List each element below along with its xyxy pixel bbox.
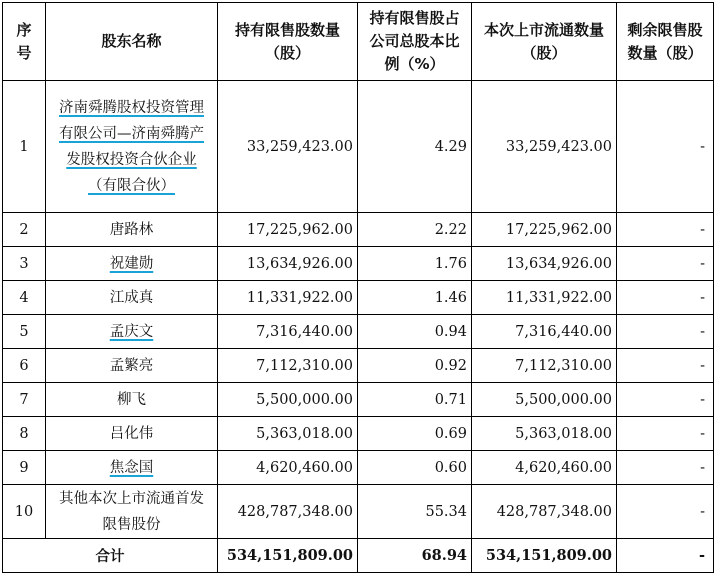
total-label: 合计	[3, 539, 218, 573]
header-name: 股东名称	[46, 3, 218, 81]
seq-cell: 5	[3, 315, 46, 349]
shareholder-name-cell	[46, 383, 218, 417]
shareholder-name-cell	[46, 213, 218, 247]
remaining-cell: -	[617, 383, 714, 417]
header-held: 持有限售股数量（股）	[218, 3, 358, 81]
shareholder-name: 祝建勋	[109, 255, 154, 272]
seq-cell: 1	[3, 81, 46, 213]
remaining-cell: -	[617, 349, 714, 383]
remaining-cell: -	[617, 81, 714, 213]
ratio-cell: 1.46	[358, 281, 472, 315]
listed-cell: 33,259,423.00	[472, 81, 617, 213]
shareholder-name-cell	[46, 451, 218, 485]
shareholder-name: 焦念国	[109, 459, 154, 476]
seq-cell: 9	[3, 451, 46, 485]
shareholder-name-cell	[46, 315, 218, 349]
header-remaining: 剩余限售股数量（股）	[617, 3, 714, 81]
seq-cell: 2	[3, 213, 46, 247]
shareholder-name: 孟繁亮	[109, 357, 154, 374]
remaining-cell: -	[617, 417, 714, 451]
shareholder-name: 吕化伟	[109, 425, 154, 442]
shareholder-name-cell	[46, 81, 218, 213]
total-ratio: 68.94	[358, 539, 472, 573]
shareholder-name: 唐路林	[109, 221, 154, 238]
shareholder-name-cell	[46, 247, 218, 281]
listed-cell: 7,112,310.00	[472, 349, 617, 383]
shareholder-name-cell	[46, 281, 218, 315]
ratio-cell: 0.71	[358, 383, 472, 417]
shareholder-name-cell	[46, 485, 218, 539]
ratio-cell: 0.92	[358, 349, 472, 383]
remaining-cell: -	[617, 485, 714, 539]
listed-cell: 4,620,460.00	[472, 451, 617, 485]
ratio-cell: 0.60	[358, 451, 472, 485]
seq-cell: 7	[3, 383, 46, 417]
restricted-shares-table	[2, 2, 714, 573]
table-row	[3, 281, 714, 315]
shareholder-name-cell	[46, 349, 218, 383]
total-listed: 534,151,809.00	[472, 539, 617, 573]
total-row	[3, 539, 714, 573]
shareholder-name: 孟庆文	[109, 323, 154, 340]
header-listed: 本次上市流通数量（股）	[472, 3, 617, 81]
table-row	[3, 383, 714, 417]
ratio-cell: 2.22	[358, 213, 472, 247]
remaining-cell: -	[617, 281, 714, 315]
table-row	[3, 81, 714, 213]
listed-cell: 5,363,018.00	[472, 417, 617, 451]
seq-cell: 6	[3, 349, 46, 383]
shareholder-name: 柳飞	[117, 391, 146, 408]
held-cell: 33,259,423.00	[218, 81, 358, 213]
listed-cell: 13,634,926.00	[472, 247, 617, 281]
shareholder-name: 江成真	[109, 289, 154, 306]
remaining-cell: -	[617, 247, 714, 281]
held-cell: 17,225,962.00	[218, 213, 358, 247]
held-cell: 5,363,018.00	[218, 417, 358, 451]
total-held: 534,151,809.00	[218, 539, 358, 573]
held-cell: 7,316,440.00	[218, 315, 358, 349]
held-cell: 5,500,000.00	[218, 383, 358, 417]
table-row	[3, 315, 714, 349]
table-row	[3, 213, 714, 247]
listed-cell: 428,787,348.00	[472, 485, 617, 539]
seq-cell: 10	[3, 485, 46, 539]
header-ratio: 持有限售股占公司总股本比例（%）	[358, 3, 472, 81]
shareholder-name: 济南舜腾股权投资管理有限公司—济南舜腾产发股权投资合伙企业（有限合伙）	[59, 99, 204, 194]
table-row	[3, 417, 714, 451]
ratio-cell: 55.34	[358, 485, 472, 539]
held-cell: 7,112,310.00	[218, 349, 358, 383]
held-cell: 13,634,926.00	[218, 247, 358, 281]
header-row	[3, 3, 714, 81]
table-row	[3, 485, 714, 539]
remaining-cell: -	[617, 451, 714, 485]
header-seq: 序号	[3, 3, 46, 81]
seq-cell: 8	[3, 417, 46, 451]
shareholder-name: 其他本次上市流通首发限售股份	[59, 490, 204, 533]
listed-cell: 17,225,962.00	[472, 213, 617, 247]
remaining-cell: -	[617, 213, 714, 247]
listed-cell: 11,331,922.00	[472, 281, 617, 315]
seq-cell: 4	[3, 281, 46, 315]
ratio-cell: 4.29	[358, 81, 472, 213]
held-cell: 11,331,922.00	[218, 281, 358, 315]
table-row	[3, 451, 714, 485]
held-cell: 4,620,460.00	[218, 451, 358, 485]
shareholder-name-cell	[46, 417, 218, 451]
ratio-cell: 0.94	[358, 315, 472, 349]
held-cell: 428,787,348.00	[218, 485, 358, 539]
ratio-cell: 1.76	[358, 247, 472, 281]
remaining-cell: -	[617, 315, 714, 349]
listed-cell: 5,500,000.00	[472, 383, 617, 417]
listed-cell: 7,316,440.00	[472, 315, 617, 349]
total-remaining: -	[617, 539, 714, 573]
seq-cell: 3	[3, 247, 46, 281]
table-row	[3, 349, 714, 383]
ratio-cell: 0.69	[358, 417, 472, 451]
table-row	[3, 247, 714, 281]
